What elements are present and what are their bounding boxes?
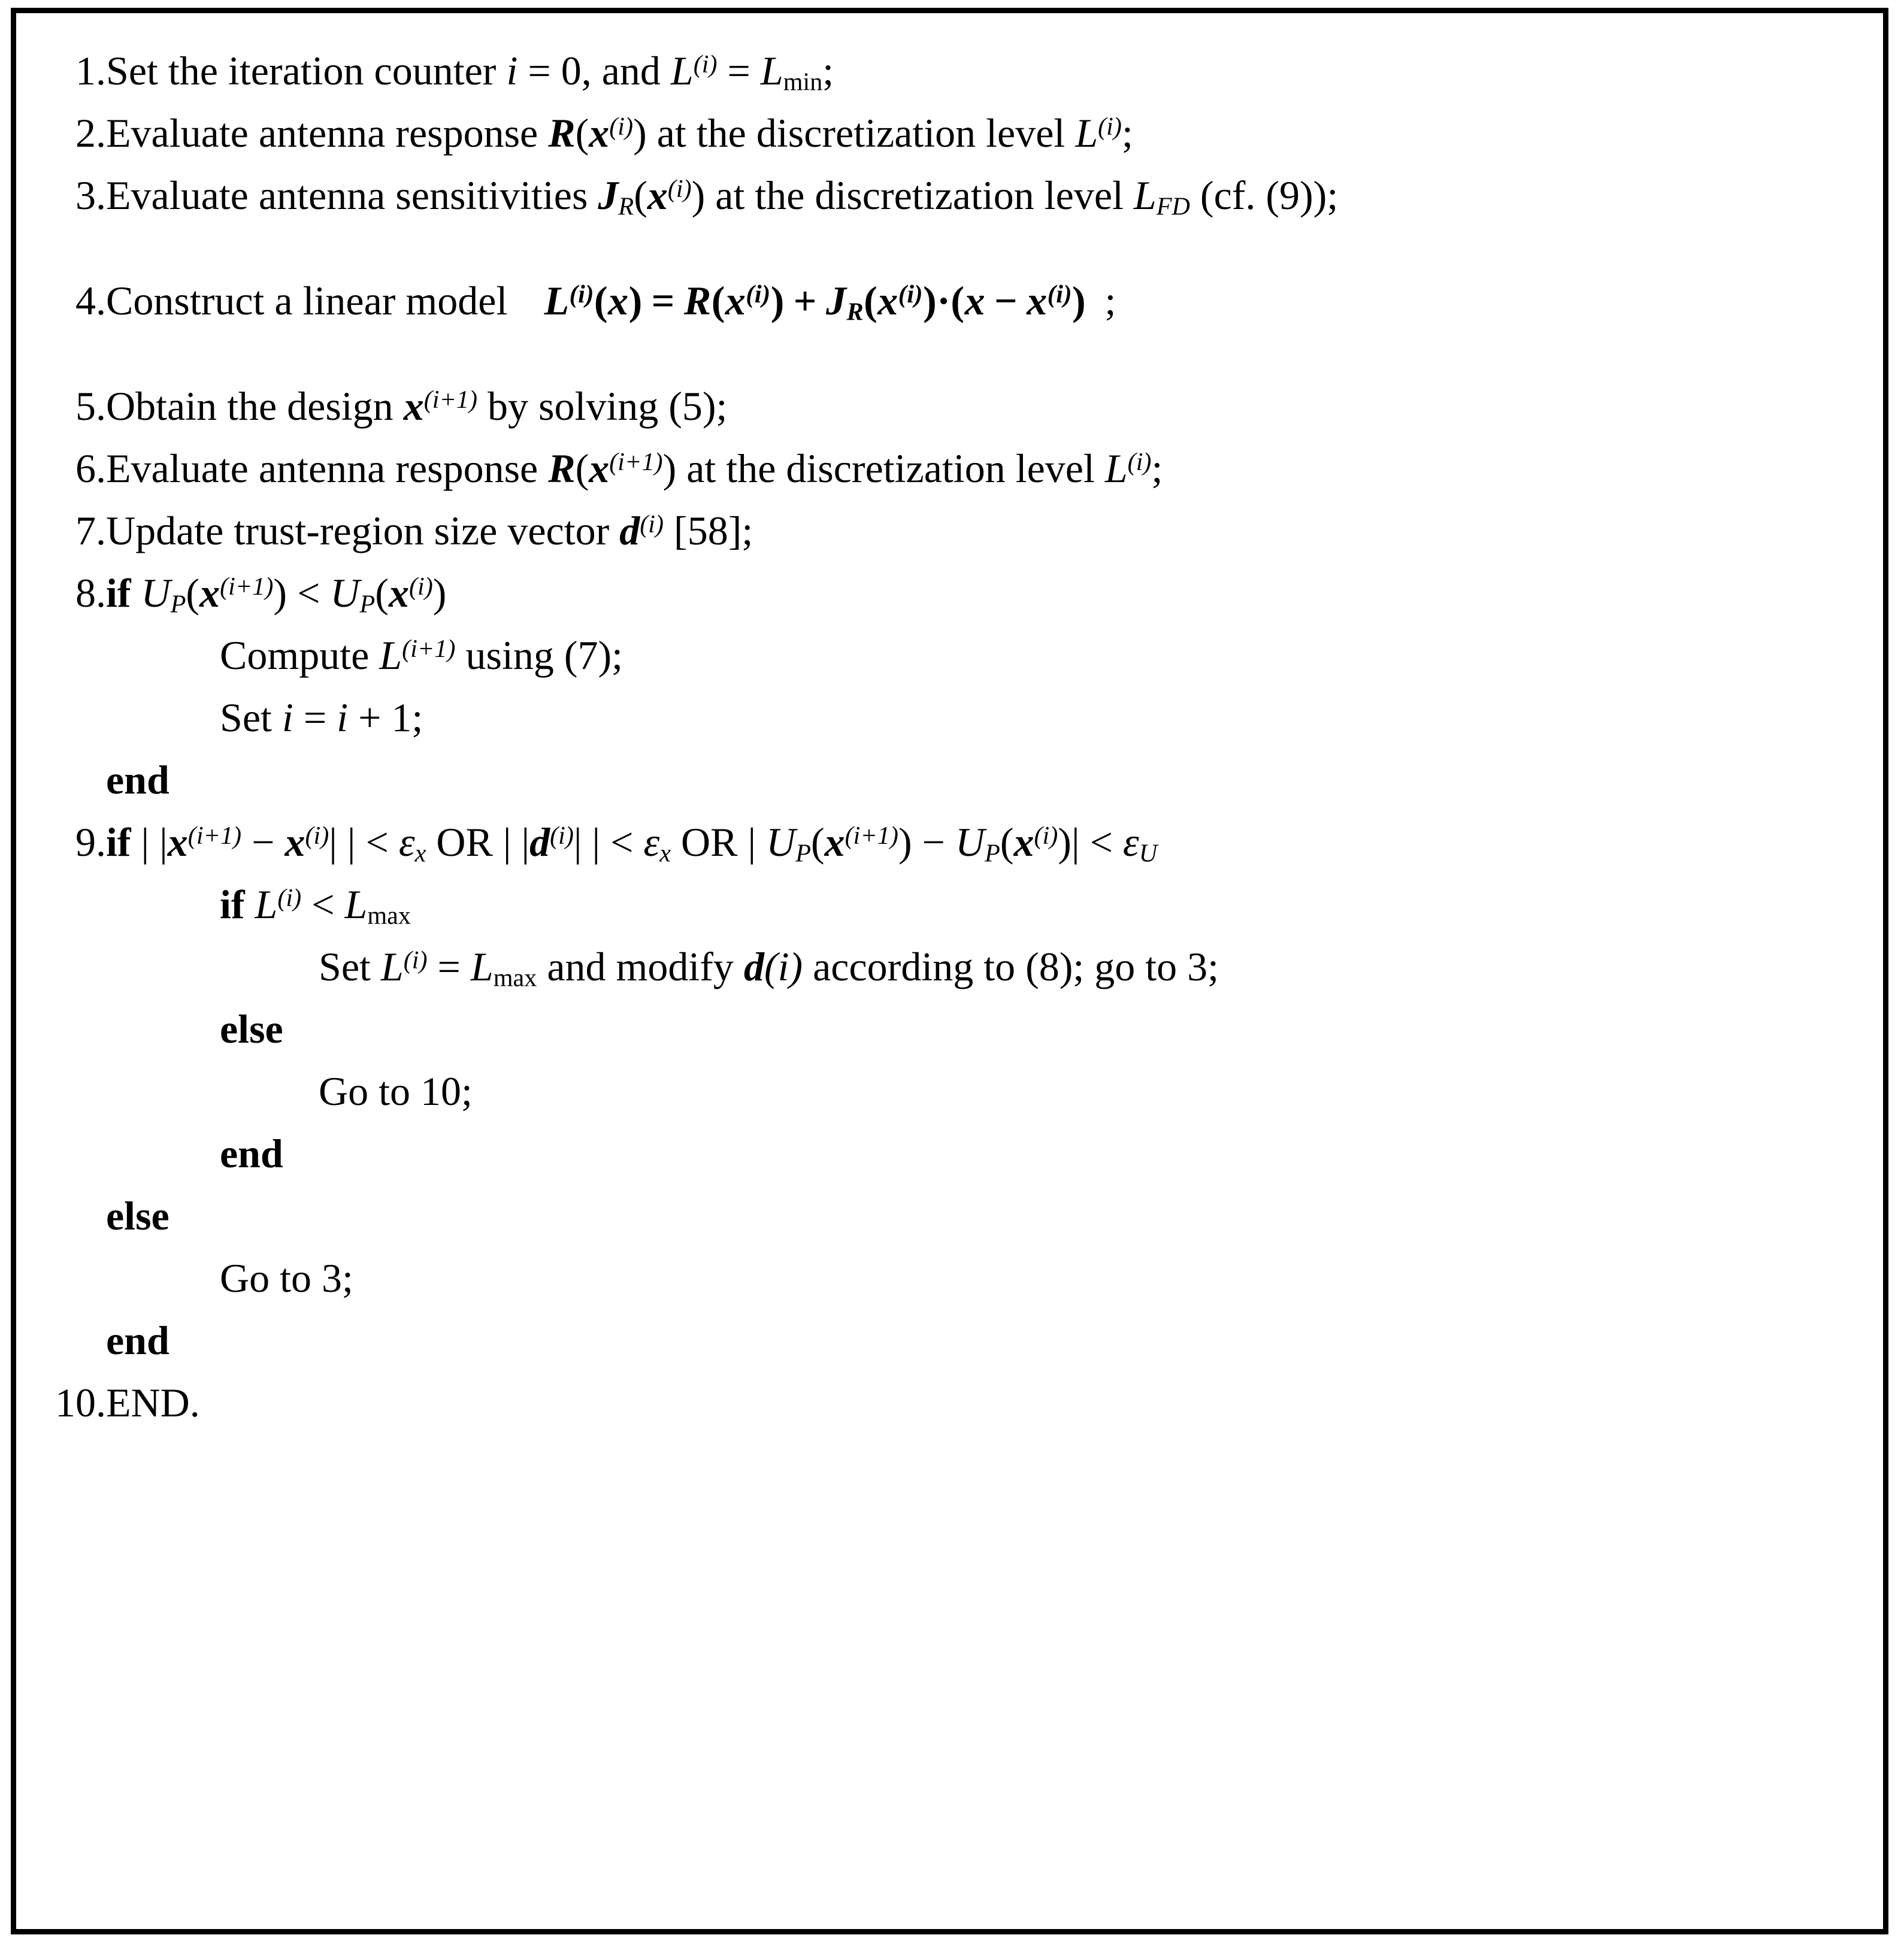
algorithm-substep-if-L-lt-Lmax [16, 882, 1859, 930]
eq-grp-x: x [964, 278, 986, 323]
eq-J-paren-close: ) [923, 278, 937, 323]
eq-J-sub: R [846, 298, 864, 326]
step-5-lead: Obtain the design [106, 383, 404, 429]
eq-J-x-sup: (i) [898, 280, 924, 308]
step-9-eps3: ε [1122, 819, 1139, 865]
setL-L2: L [470, 944, 494, 989]
step-8-U1: U [141, 570, 171, 616]
setL-L-sup: (i) [403, 946, 428, 974]
algorithm-step-6 [16, 448, 1859, 489]
step-9-lt3: < [1079, 819, 1123, 865]
setL-mid: and modify [537, 944, 744, 989]
step-text-2 [106, 110, 1133, 156]
algorithm-step-8 [16, 570, 1859, 619]
step-9-lt1: < [355, 819, 399, 865]
step-8-U2-sub: P [359, 590, 376, 619]
step-10-text: END. [106, 1380, 200, 1425]
step-9-x1: x [167, 819, 188, 865]
step-9-ux1-sup: (i+1) [844, 821, 898, 850]
algorithm-substep-goto-3 [16, 1255, 1859, 1301]
eq-R-paren-close: ) [770, 278, 785, 323]
step-3-sup-i: (i) [667, 174, 692, 203]
keyword-else: else [220, 1006, 283, 1052]
step-2-semi: ; [1121, 110, 1133, 156]
step-text-3 [106, 172, 1339, 221]
step-9-x2: x [284, 819, 305, 865]
setL-d: d [743, 944, 764, 989]
step-number-1: 1. [75, 48, 106, 93]
step-6-lead: Evaluate antenna response [106, 446, 549, 491]
step-3-sub-FD: FD [1156, 192, 1190, 221]
step-6-paren-close: ) [662, 446, 677, 491]
eq-grp-x2: x [1027, 278, 1048, 323]
set-i-tail: + 1; [348, 695, 423, 740]
set-i-lead: Set [220, 695, 282, 740]
step-9-norm1-open: | | [141, 819, 168, 865]
step-9-norm2-close: | | [573, 819, 601, 865]
set-i-i2: i [337, 695, 349, 740]
step-7-sup: (i) [640, 510, 664, 538]
step-3-paren-close: ) [691, 172, 706, 218]
step-9-ux2-sup: (i) [1034, 821, 1058, 850]
algorithm-step-5 [16, 383, 1859, 429]
step-1-sub-min: min [783, 68, 823, 96]
step-9-u2-open: ( [1000, 819, 1014, 865]
step-5-tail: by solving (5); [477, 383, 728, 429]
step-8-p1-open: ( [186, 570, 200, 616]
eq-paren-close: ) [628, 278, 643, 323]
step-6-var-L: L [1104, 446, 1128, 491]
step-1-sup-i: (i) [693, 50, 718, 78]
algorithm-step-10 [16, 1382, 1859, 1423]
nested-if-L: L [255, 882, 278, 927]
step-2-sup-i: (i) [609, 112, 634, 141]
step-number-5: 5. [75, 383, 106, 429]
substep-text-goto-3 [220, 1255, 353, 1301]
step-4-lead: Construct a linear model [106, 278, 508, 323]
algorithm-step-2 [16, 110, 1859, 156]
step-9-u1-close: ) [898, 819, 912, 865]
step-9-uminus: − [912, 819, 955, 865]
step-6-semi: ; [1151, 446, 1163, 491]
compute-lead: Compute [220, 632, 380, 678]
step-9-U1: U [766, 819, 796, 865]
step-3-var-x: x [647, 172, 668, 218]
step-2-sup-i2: (i) [1098, 112, 1122, 141]
step-3-func-J: J [598, 172, 619, 218]
step-9-norm2-open: | | [503, 819, 530, 865]
algorithm-step-1 [16, 48, 1859, 96]
step-8-p2-open: ( [375, 570, 389, 616]
algorithm-step-9 [16, 819, 1859, 868]
step-number-2: 2. [75, 110, 106, 156]
eq-equals: = [651, 278, 675, 323]
substep-text-set-L-max [319, 944, 1219, 992]
step-3-tail: (cf. (9)); [1189, 172, 1339, 218]
step-9-U2: U [955, 819, 985, 865]
nested-if-L2: L [344, 882, 368, 927]
step-9-eps1-sub: x [414, 839, 426, 868]
eq-L: L [544, 278, 570, 323]
algorithm-step-7 [16, 510, 1859, 551]
eq-paren-open: ( [594, 278, 609, 323]
step-6-mid: at the discretization level [676, 446, 1105, 491]
step-9-eps2-sub: x [659, 839, 671, 868]
step-1-eq2: = [717, 48, 761, 93]
eq-grp-close: ) [1072, 278, 1086, 323]
step-text-10 [106, 1382, 200, 1423]
algorithm-substep-set-L-max [16, 944, 1859, 992]
step-2-var-L: L [1075, 110, 1098, 156]
step-3-var-L: L [1133, 172, 1157, 218]
step-6-sup: (i+1) [609, 447, 663, 476]
step-number-9: 9. [75, 819, 106, 865]
eq-R: R [683, 278, 712, 323]
keyword-end: end [106, 1318, 169, 1363]
algorithm-keyword-end-inner [16, 1133, 1859, 1174]
step-6-paren-open: ( [575, 446, 589, 491]
step-1-var-i: i [506, 48, 518, 93]
algorithm-substep-set-i [16, 697, 1859, 738]
step-9-ux1: x [824, 819, 845, 865]
step-9-lt2: < [600, 819, 644, 865]
eq-R-x: x [725, 278, 746, 323]
step-5-var-x: x [403, 383, 424, 429]
step-1-semi: ; [822, 48, 834, 93]
step-9-eps1: ε [398, 819, 415, 865]
step-8-U2: U [330, 570, 360, 616]
set-i-eq: = [293, 695, 337, 740]
substep-text-set-i [220, 697, 423, 738]
step-3-paren-open: ( [634, 172, 647, 218]
step-text-5 [106, 383, 728, 429]
step-1-var-L: L [670, 48, 694, 93]
algorithm-substep-goto-10 [16, 1068, 1859, 1114]
step-8-p2-close: ) [432, 570, 447, 616]
algorithm-step-4 [16, 278, 1859, 326]
substep-text-goto-10 [319, 1068, 473, 1114]
step-5-sup: (i+1) [423, 385, 478, 414]
step-1-var-L2: L [760, 48, 783, 93]
compute-tail: using (7); [455, 632, 623, 678]
step-8-x2-sup: (i) [408, 572, 433, 601]
end-step8-text [106, 757, 169, 803]
step-text-6 [106, 448, 1163, 489]
goto-3-text: Go to 3; [220, 1255, 353, 1301]
set-i-i1: i [281, 695, 293, 740]
eq-x: x [608, 278, 629, 323]
figure-border [11, 8, 1888, 1934]
step-9-norm1-close: | | [329, 819, 356, 865]
step-4-equation [544, 278, 1086, 326]
step-9-x2-sup: (i) [305, 821, 329, 850]
substep-text-if-L-lt-Lmax [220, 882, 411, 930]
step-6-func-R: R [548, 446, 576, 491]
step-9-abs-open: | [747, 819, 756, 865]
step-1-lead: Set the iteration counter [106, 48, 507, 93]
step-1-eq1: = 0, and [517, 48, 671, 93]
setL-eq: = [427, 944, 471, 989]
end-outer-text [106, 1320, 169, 1361]
step-3-sub-R: R [618, 192, 634, 221]
step-9-eps2: ε [643, 819, 660, 865]
step-9-or2: OR [670, 819, 748, 865]
step-3-lead: Evaluate antenna sensitivities [106, 172, 598, 218]
step-2-paren-close: ) [633, 110, 647, 156]
step-text-4 [106, 278, 1116, 326]
step-number-10: 10. [55, 1380, 106, 1425]
nested-if-L-sup: (i) [277, 883, 302, 912]
algorithm-keyword-end-outer [16, 1320, 1859, 1361]
step-text-1 [106, 48, 834, 96]
keyword-if: if [220, 882, 245, 927]
step-7-lead: Update trust-region size vector [106, 508, 620, 553]
keyword-else: else [106, 1193, 169, 1239]
nested-if-L2-sub: max [367, 901, 411, 930]
algorithm-keyword-end-step8 [16, 757, 1859, 803]
setL-L: L [380, 944, 404, 989]
step-3-mid: at the discretization level [705, 172, 1134, 218]
eq-J-x: x [877, 278, 898, 323]
step-6-var-x: x [589, 446, 610, 491]
step-9-x1-sup: (i+1) [187, 821, 242, 850]
substep-text-compute-L [220, 632, 623, 678]
step-9-minus: − [241, 819, 285, 865]
goto-10-text: Go to 10; [319, 1068, 473, 1114]
step-8-U1-sub: P [170, 590, 186, 619]
step-8-x2: x [388, 570, 409, 616]
step-9-U1-sub: P [795, 839, 811, 868]
setL-tail: according to (8); go to 3; [803, 944, 1219, 989]
nested-if-lt: < [301, 882, 345, 927]
algorithm-steps-list [16, 13, 1883, 1929]
else-inner-text [220, 1006, 283, 1052]
setL-L2-sub: max [493, 964, 537, 992]
eq-plus: + [793, 278, 818, 323]
algorithm-keyword-else-outer [16, 1193, 1859, 1239]
step-8-p1-close: ) [273, 570, 287, 616]
setL-d-arg: (i) [764, 944, 803, 989]
step-6-sup-L: (i) [1127, 447, 1152, 476]
step-7-var-d: d [619, 508, 640, 553]
step-2-mid: at the discretization level [646, 110, 1076, 156]
eq-J: J [826, 278, 847, 323]
eq-J-paren-open: ( [864, 278, 878, 323]
algorithm-step-3 [16, 172, 1859, 221]
step-2-func-R: R [548, 110, 576, 156]
step-8-x1: x [199, 570, 220, 616]
step-9-u2-close: ) [1058, 819, 1071, 865]
step-number-3: 3. [75, 172, 106, 218]
eq-R-paren-open: ( [711, 278, 725, 323]
step-9-d: d [529, 819, 550, 865]
step-8-lt: < [287, 570, 331, 616]
eq-minus: − [994, 278, 1018, 323]
eq-grp-open: ( [951, 278, 965, 323]
step-2-lead: Evaluate antenna response [106, 110, 549, 156]
step-9-abs-close: | [1071, 819, 1080, 865]
keyword-end: end [106, 757, 169, 803]
step-text-9 [106, 819, 1158, 868]
end-inner-text [220, 1133, 283, 1174]
algorithm-keyword-else-inner [16, 1006, 1859, 1052]
keyword-if: if [106, 570, 131, 616]
eq-L-sup: (i) [569, 280, 594, 308]
step-9-d-sup: (i) [550, 821, 574, 850]
step-2-var-x: x [589, 110, 610, 156]
algorithm-substep-compute-L [16, 632, 1859, 678]
keyword-if: if [106, 819, 131, 865]
step-text-7 [106, 510, 753, 551]
step-number-7: 7. [75, 508, 106, 553]
eq-R-x-sup: (i) [746, 280, 771, 308]
keyword-end: end [220, 1131, 283, 1176]
compute-var-L: L [379, 632, 402, 678]
else-outer-text [106, 1193, 169, 1239]
eq-grp-x2-sup: (i) [1047, 280, 1073, 308]
step-9-ux2: x [1013, 819, 1034, 865]
step-number-8: 8. [75, 570, 106, 616]
step-text-8 [106, 570, 447, 619]
step-9-or1: OR [426, 819, 503, 865]
step-9-eps3-sub: U [1139, 839, 1158, 868]
setL-lead: Set [319, 944, 381, 989]
step-7-tail: [58]; [664, 508, 753, 553]
step-9-U2-sub: P [985, 839, 1000, 868]
step-number-6: 6. [75, 446, 106, 491]
compute-sup: (i+1) [402, 634, 456, 663]
step-8-x1-sup: (i+1) [220, 572, 274, 601]
step-2-paren-open: ( [575, 110, 589, 156]
step-number-4: 4. [75, 278, 106, 323]
step-9-u1-open: ( [810, 819, 825, 865]
step-4-semi: ; [1104, 278, 1116, 323]
eq-dot: · [937, 278, 951, 323]
